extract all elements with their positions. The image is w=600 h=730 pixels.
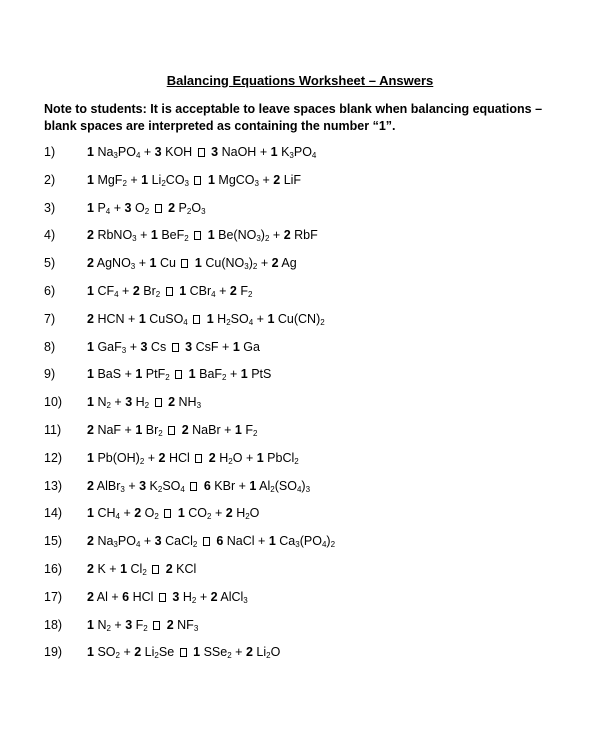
equation-item [0, 226, 600, 244]
equation-text: 1 GaF$_3$ + 3 Cs 3 CsF + 1 Ga [87, 339, 260, 355]
yields-arrow-icon [155, 204, 162, 213]
yields-arrow-icon [194, 231, 201, 240]
yields-arrow-icon [168, 426, 175, 435]
equation-text: 1 BaS + 1 PtF$_2$ 1 BaF$_2$ + 1 PtS [87, 367, 272, 383]
equation-text: 2 HCN + 1 CuSO$_4$ 1 $H_2SO_4 + 1$ $Cu(CN)_2$ [87, 311, 325, 327]
yields-arrow-icon [198, 148, 205, 157]
equation-text: 2 AgNO$_3$ + 1 Cu 1 $Cu(NO_3)_2 + 2$ Ag [87, 256, 297, 272]
yields-arrow-icon [175, 370, 182, 379]
equation-number: 9) [44, 367, 56, 382]
equation-item [0, 421, 600, 439]
equation-text: 2 $Na_3PO_4 + 3$ CaCl$_2$ 6 NaCl + 1 $Ca_3(PO_4)_2$ [87, 534, 336, 550]
yields-arrow-icon [153, 621, 160, 630]
equation-number: 18) [44, 617, 63, 632]
equation-item [0, 143, 600, 161]
equation-number: 16) [44, 562, 63, 576]
equation-item [0, 254, 600, 272]
equation-number: 11) [44, 423, 62, 437]
equation-number: 12) [44, 450, 63, 465]
note-to-students: Note to students: It is acceptable to leave spaces blank when balancing equations – blank spaces are interpreted as containing the number “1”. [44, 102, 543, 133]
equation-number: 7) [44, 311, 56, 326]
equation-text: 1 MgF$_2$ + 1 $Li_2CO_3$ 1 MgCO$_3$ + 2 LiF [87, 172, 302, 188]
equation-number: 3) [44, 200, 56, 215]
equation-number: 10) [44, 395, 63, 410]
equation-number: 4) [44, 228, 56, 243]
equation-number: 5) [44, 256, 56, 271]
equation-item [0, 449, 600, 467]
equation-text: 1 $CF_4 + 2$ $Br_2$ 1 CBr$_4$ + 2 $F_2$ [87, 284, 253, 299]
equation-number: 17) [44, 589, 63, 604]
equation-text: 2 Al + 6 HCl 3 $H_2 + 2$ AlCl$_3$ [87, 589, 248, 605]
equation-text: 1 $SO_2 + 2$ $Li_2Se$ 1 SSe$_2$ + 2 $Li_2O$ [87, 645, 281, 661]
equation-text: 2 NaF + 1 $Br_2$ 2 NaBr + 1 $F_2$ [87, 423, 258, 438]
equation-number: 14) [44, 506, 63, 521]
equation-item [0, 588, 600, 606]
yields-arrow-icon [193, 315, 200, 324]
yields-arrow-icon [152, 565, 159, 574]
yields-arrow-icon [194, 176, 201, 185]
equation-text: 1 $Na_3PO_4 + 3$ KOH 3 NaOH + 1 $K_3PO_4$ [87, 145, 317, 160]
equation-text: 1 $Pb(OH)_2 + 2$ HCl 2 $H_2O + 1$ PbCl$_2$ [87, 450, 299, 466]
yields-arrow-icon [164, 509, 171, 518]
equation-number: 8) [44, 339, 56, 354]
equation-item [0, 616, 600, 634]
equation-number: 15) [44, 534, 63, 549]
yields-arrow-icon [203, 537, 210, 546]
equation-text: 1 $N_2 + 3$ $F_2$ 2 $NF_3$ [87, 617, 199, 633]
equation-item [0, 532, 600, 550]
equation-number: 2) [44, 172, 56, 187]
equation-number: 13) [44, 478, 63, 493]
yields-arrow-icon [181, 259, 188, 268]
equation-item [0, 477, 600, 495]
equation-item [0, 282, 600, 300]
yields-arrow-icon [180, 648, 187, 657]
equation-item [0, 365, 600, 383]
equation-item [0, 643, 600, 661]
yields-arrow-icon [172, 343, 179, 352]
equation-text: 1 $CH_4 + 2$ $O_2$ 1 $CO_2 + 2$ $H_2O$ [87, 506, 260, 522]
equation-number: 19) [44, 645, 63, 660]
yields-arrow-icon [195, 454, 202, 463]
yields-arrow-icon [166, 287, 173, 296]
equation-item [0, 338, 600, 356]
equation-text: 1 $N_2 + 3$ $H_2$ 2 $NH_3$ [87, 395, 202, 411]
page-title: Balancing Equations Worksheet – Answers [166, 73, 434, 88]
equation-text: 2 K + 1 $Cl_2$ 2 KCl [87, 562, 197, 577]
equation-item [0, 199, 600, 217]
equation-item [0, 171, 600, 189]
equation-item [0, 504, 600, 522]
yields-arrow-icon [159, 593, 166, 602]
yields-arrow-icon [155, 398, 162, 407]
equation-text: 2 RbNO$_3$ + 1 BeF$_2$ 1 $Be(NO_3)_2 + 2$ RbF [87, 228, 318, 244]
equation-item [0, 310, 600, 328]
equation-item [0, 560, 600, 578]
equation-item [0, 393, 600, 411]
yields-arrow-icon [190, 482, 197, 491]
equation-text: 2 AlBr$_3$ + 3 $K_2SO_4$ 6 KBr + 1 $Al_2(SO_4)_3$ [87, 478, 311, 494]
equation-number: 6) [44, 284, 56, 298]
equation-number: 1) [44, 145, 56, 159]
equation-text: 1 $P_4 + 3$ $O_2$ 2 $P_2O_3$ [87, 200, 206, 216]
